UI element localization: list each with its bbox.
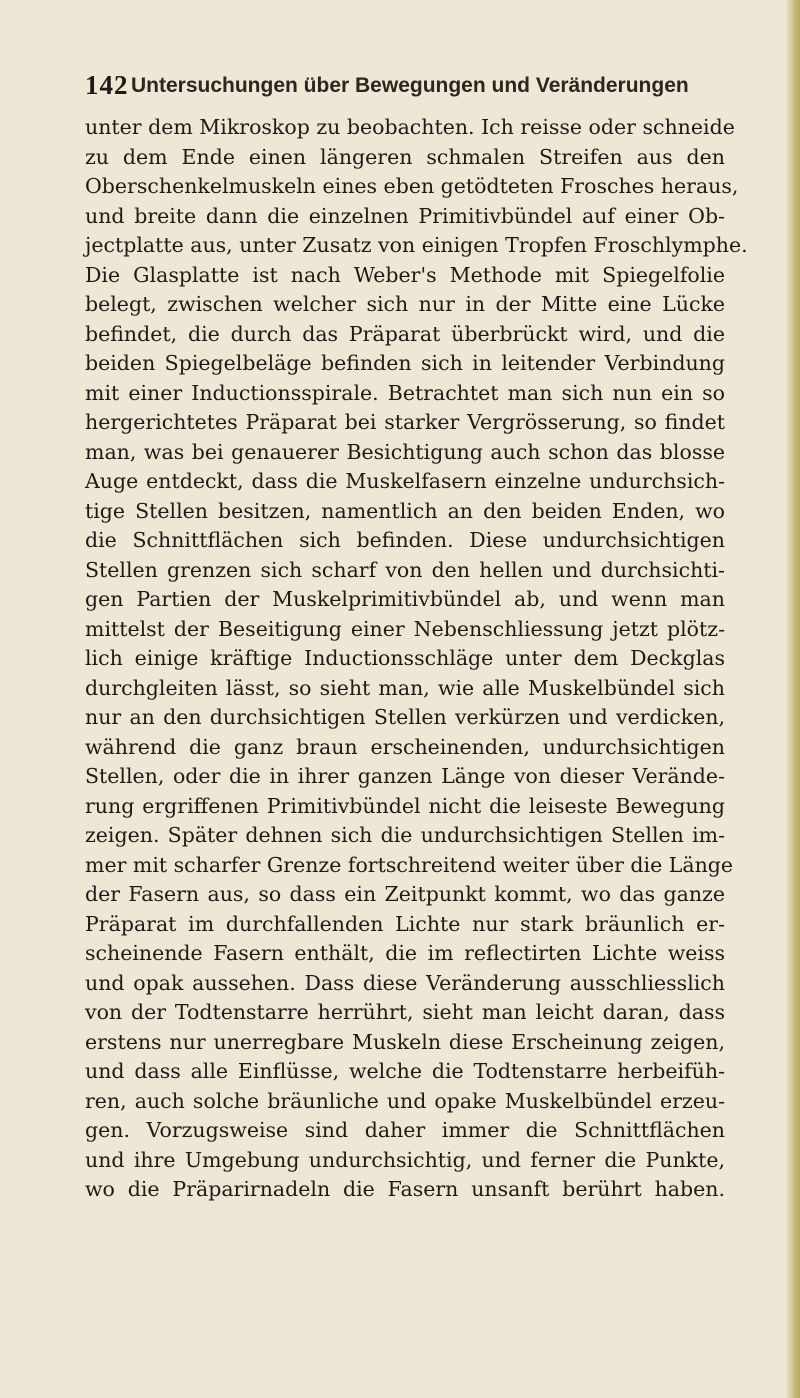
text-line: scheinende Fasern enthält, die im reflectirten Lichte weiss (85, 941, 725, 965)
text-line: mittelst der Beseitigung einer Nebenschliessung jetzt plötz- (85, 616, 725, 641)
text-line: und breite dann die einzelnen Primitivbündel auf einer Ob- (85, 203, 725, 228)
page-edge-shadow (786, 0, 800, 1398)
text-line: lich einige kräftige Inductionsschläge unter dem Deckglas (85, 646, 725, 670)
text-line: die Schnittflächen sich befinden. Diese undurchsichtigen (85, 528, 725, 552)
text-line: wo die Präparirnadeln die Fasern unsanft berührt haben. (85, 1177, 725, 1201)
text-line: man, was bei genauerer Besichtigung auch schon das blosse (85, 439, 725, 464)
text-line: Präparat im durchfallenden Lichte nur stark bräunlich er- (85, 911, 725, 936)
text-line: gen Partien der Muskelprimitivbündel ab, und wenn man (85, 587, 725, 611)
page-header (85, 70, 725, 102)
text-line: Die Glasplatte ist nach Weber's Methode mit Spiegelfolie (85, 262, 725, 287)
body-text (85, 113, 748, 1205)
text-line: und opak aussehen. Dass diese Veränderung ausschliesslich (85, 970, 725, 995)
text-line: Stellen, oder die in ihrer ganzen Länge von dieser Verände- (85, 764, 725, 788)
text-line: jectplatte aus, unter Zusatz von einigen Tropfen Froschlymphe. (85, 233, 748, 257)
text-line: belegt, zwischen welcher sich nur in der Mitte eine Lücke (85, 292, 725, 316)
text-line: zu dem Ende einen längeren schmalen Streifen aus den (85, 144, 725, 169)
text-line: von der Todtenstarre herrührt, sieht man leicht daran, dass (85, 1000, 725, 1024)
text-line: und dass alle Einflüsse, welche die Todtenstarre herbeifüh- (85, 1059, 725, 1083)
text-line: Auge entdeckt, dass die Muskelfasern einzelne undurchsich- (85, 469, 725, 493)
text-line: mer mit scharfer Grenze fortschreitend weiter über die Länge (85, 852, 734, 877)
text-line: hergerichtetes Präparat bei starker Vergrösserung, so findet (85, 410, 725, 434)
text-line: der Fasern aus, so dass ein Zeitpunkt kommt, wo das ganze (85, 882, 725, 906)
text-line: zeigen. Später dehnen sich die undurchsichtigen Stellen im- (85, 823, 725, 847)
text-line: beiden Spiegelbeläge befinden sich in leitender Verbindung (85, 351, 725, 375)
text-line: erstens nur unerregbare Muskeln diese Erscheinung zeigen, (85, 1029, 725, 1054)
text-line: durchgleiten lässt, so sieht man, wie alle Muskelbündel sich (85, 675, 725, 700)
text-line: rung ergriffenen Primitivbündel nicht die leiseste Bewegung (85, 793, 725, 818)
text-line: tige Stellen besitzen, namentlich an den beiden Enden, wo (85, 498, 725, 523)
running-head: Untersuchungen über Bewegungen und Veränderungen (131, 74, 689, 97)
text-line: und ihre Umgebung undurchsichtig, und ferner die Punkte, (85, 1147, 725, 1172)
page-number: 142 (85, 70, 129, 100)
text-line: ren, auch solche bräunliche und opake Muskelbündel erzeu- (85, 1088, 725, 1113)
text-line: mit einer Inductionsspirale. Betrachtet man sich nun ein so (85, 380, 725, 405)
text-line: nur an den durchsichtigen Stellen verkürzen und verdicken, (85, 705, 725, 729)
text-line: befindet, die durch das Präparat überbrückt wird, und die (85, 321, 725, 346)
text-line: während die ganz braun erscheinenden, undurchsichtigen (85, 734, 725, 759)
text-line: unter dem Mikroskop zu beobachten. Ich reisse oder schneide (85, 115, 735, 139)
text-line: Stellen grenzen sich scharf von den hellen und durchsichti- (85, 557, 725, 582)
text-line: Oberschenkelmuskeln eines eben getödteten Frosches heraus, (85, 174, 739, 198)
text-line: gen. Vorzugsweise sind daher immer die Schnittflächen (85, 1118, 725, 1142)
